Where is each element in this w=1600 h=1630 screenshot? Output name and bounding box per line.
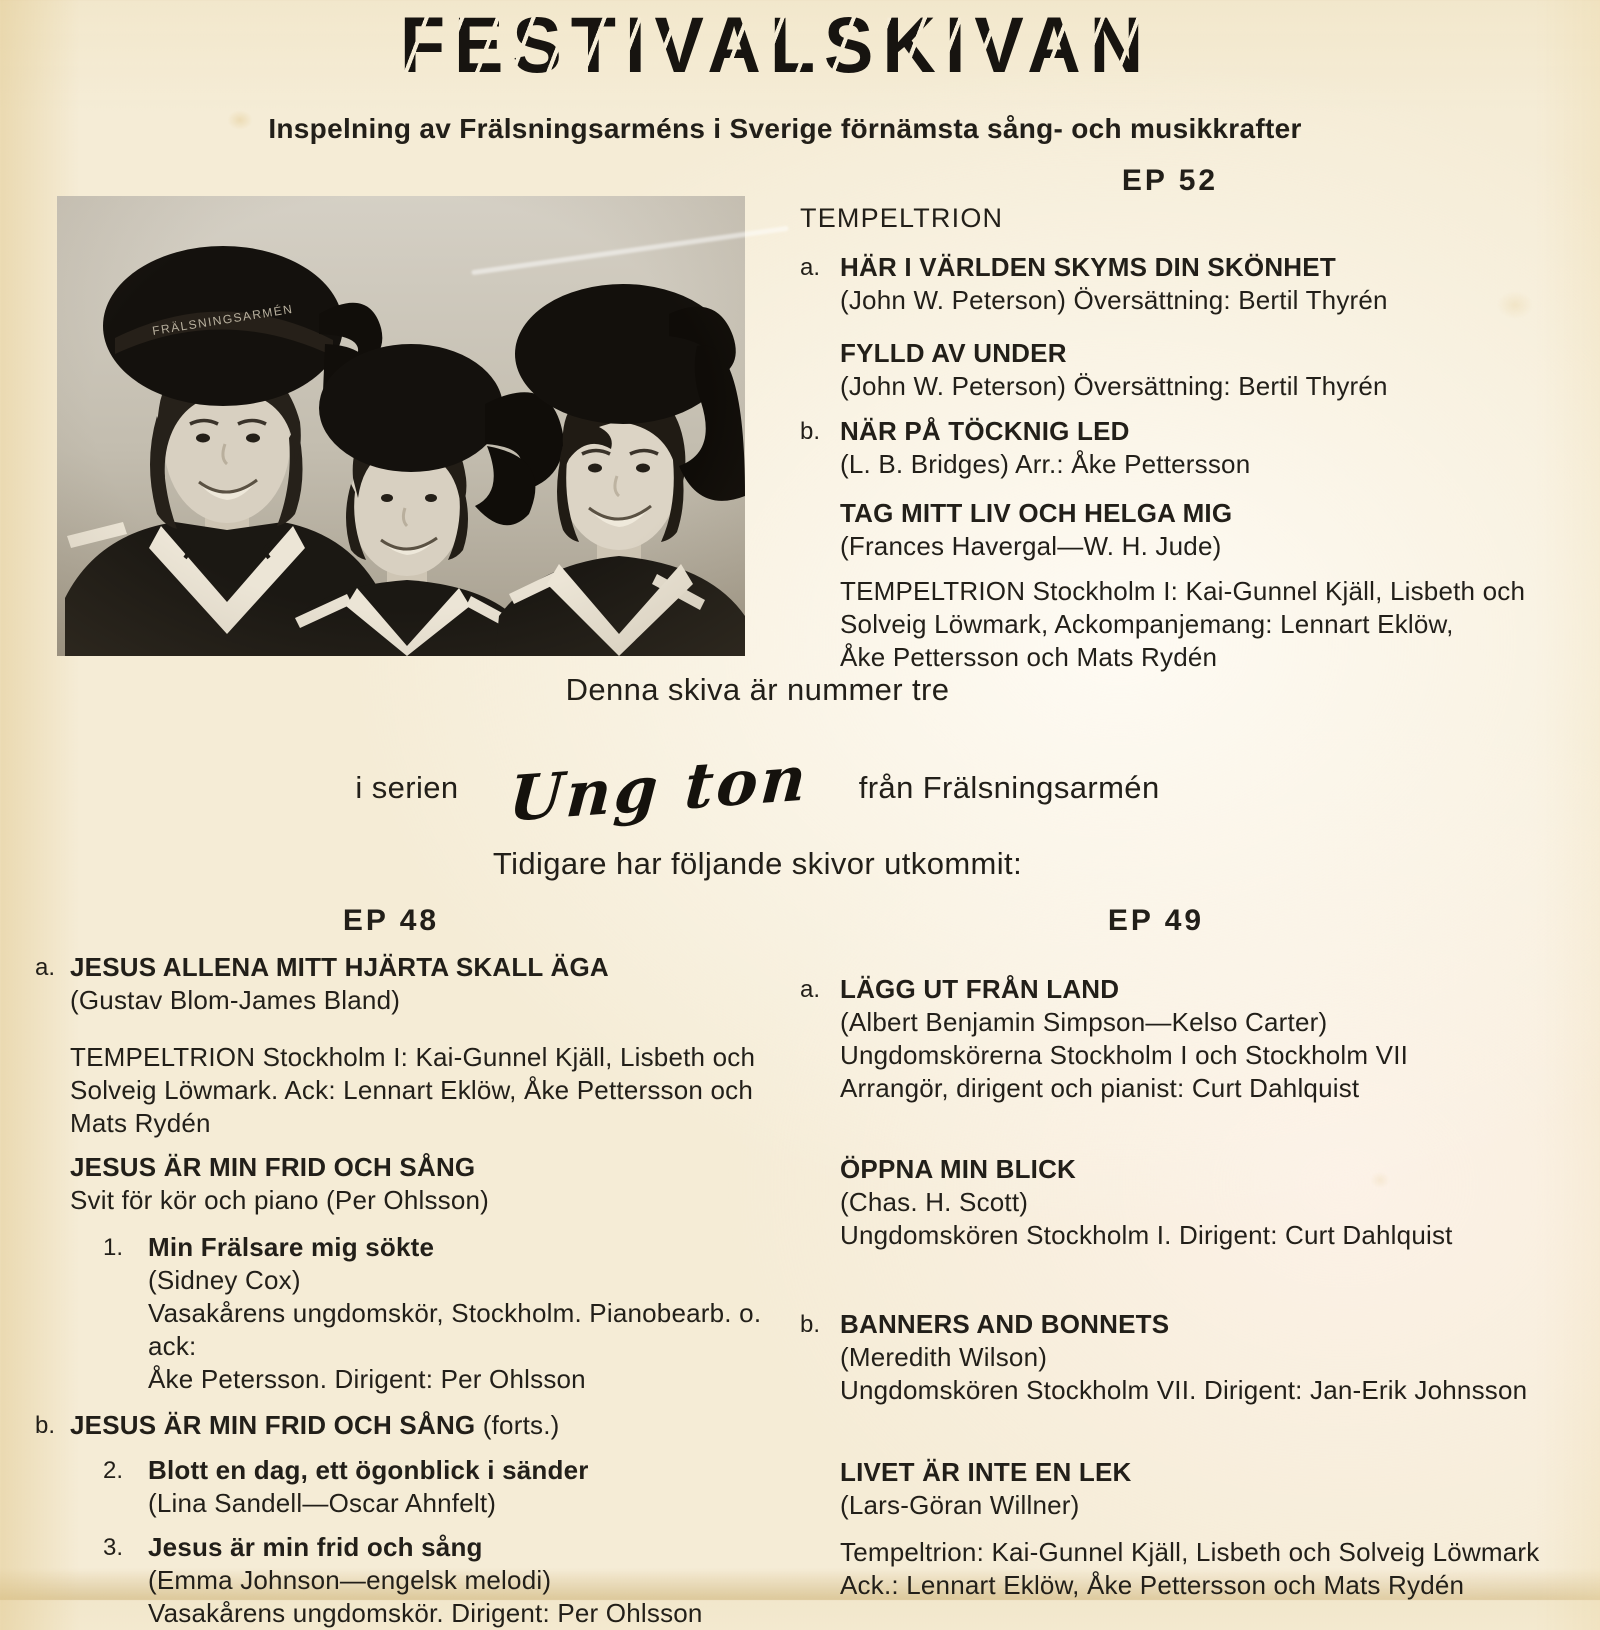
track-title-suffix: (forts.) <box>475 1410 560 1440</box>
track-title: JESUS ÄR MIN FRID OCH SÅNG <box>70 1152 476 1182</box>
album-title: FESTIVALSKIVAN <box>399 1 1153 90</box>
track-item <box>35 951 780 1017</box>
track-title: LIVET ÄR INTE EN LEK <box>840 1457 1132 1487</box>
ep48-section <box>35 903 780 1630</box>
track-credit: (Meredith Wilson) <box>840 1342 1048 1372</box>
ep52-number: EP 52 <box>1121 164 1219 197</box>
ensemble-line: Åke Pettersson och Mats Rydén <box>840 642 1218 672</box>
track-credit: (Gustav Blom-James Bland) <box>70 985 401 1015</box>
track-item <box>800 337 1540 403</box>
track-item <box>103 1231 780 1396</box>
track-item <box>800 1308 1545 1407</box>
ep49-number: EP 49 <box>1107 904 1205 937</box>
page-title <box>0 0 1576 90</box>
ensemble-line: Solveig Löwmark. Ack: Lennart Eklöw, Åke Pettersson och <box>70 1075 754 1105</box>
track-credit: Ungdomskören Stockholm I. Dirigent: Curt Dahlquist <box>840 1220 1453 1250</box>
track-side-label <box>800 337 840 403</box>
track-credit: Svit för kör och piano (Per Ohlsson) <box>70 1185 490 1215</box>
track-credit: (Albert Benjamin Simpson—Kelso Carter) <box>840 1007 1328 1037</box>
track-credit: Vasakårens ungdomskör, Stockholm. Pianobearb. o. ack: <box>148 1298 762 1361</box>
track-credit: (Sidney Cox) <box>148 1265 301 1295</box>
ensemble-line: Tempeltrion: Kai-Gunnel Kjäll, Lisbeth och Solveig Löwmark <box>840 1537 1540 1567</box>
ep48-number: EP 48 <box>342 904 440 937</box>
track-credit: Ungdomskören Stockholm VII. Dirigent: Jan-Erik Johnsson <box>840 1375 1528 1405</box>
track-title: FYLLD AV UNDER <box>840 338 1067 368</box>
track-side-label: a. <box>35 954 56 981</box>
track-item <box>800 497 1540 563</box>
series-pre-text: i serien <box>355 770 459 805</box>
track-side-label: b. <box>800 418 821 445</box>
track-item <box>800 1456 1545 1522</box>
track-credit: (Frances Havergal—W. H. Jude) <box>840 531 1222 561</box>
series-note-line2 <box>0 742 1515 834</box>
track-item <box>103 1531 780 1630</box>
track-item <box>35 1151 780 1217</box>
track-credit: Åke Petersson. Dirigent: Per Ohlsson <box>148 1364 586 1394</box>
track-item <box>800 973 1545 1105</box>
ep52-artist: TEMPELTRION <box>800 203 1004 233</box>
series-note-line1: Denna skiva är nummer tre <box>565 672 950 707</box>
track-side-label: b. <box>35 1412 56 1439</box>
album-subtitle: Inspelning av Frälsningsarméns i Sverige förnämsta sång- och musikkrafter <box>268 113 1302 144</box>
ensemble-line: TEMPELTRION Stockholm I: Kai-Gunnel Kjäll, Lisbeth och <box>840 576 1526 606</box>
ensemble-line: TEMPELTRION Stockholm I: Kai-Gunnel Kjäll, Lisbeth och <box>70 1042 756 1072</box>
track-credit: (John W. Peterson) Översättning: Bertil Thyrén <box>840 285 1388 315</box>
track-number-label: 3. <box>103 1534 124 1561</box>
track-credit: (Lars-Göran Willner) <box>840 1490 1080 1520</box>
track-credit: Arrangör, dirigent och pianist: Curt Dahlquist <box>840 1073 1360 1103</box>
track-credit: (John W. Peterson) Översättning: Bertil Thyrén <box>840 371 1388 401</box>
ensemble-note <box>800 575 1540 674</box>
track-number-label: 1. <box>103 1234 124 1261</box>
ep49-section <box>800 903 1545 1602</box>
track-title: NÄR PÅ TÖCKNIG LED <box>840 416 1130 446</box>
track-item <box>800 415 1540 481</box>
track-credit: Ungdomskörerna Stockholm I och Stockholm VII <box>840 1040 1409 1070</box>
group-photo-illustration <box>57 196 745 656</box>
track-title: ÖPPNA MIN BLICK <box>840 1154 1077 1184</box>
track-item <box>800 251 1540 317</box>
track-title: Jesus är min frid och sång <box>148 1532 483 1562</box>
track-title: TAG MITT LIV OCH HELGA MIG <box>840 498 1233 528</box>
track-credit: Vasakårens ungdomskör. Dirigent: Per Ohlsson <box>148 1598 703 1628</box>
ensemble-line: Mats Rydén <box>70 1108 211 1138</box>
track-title: Blott en dag, ett ögonblick i sänder <box>148 1455 589 1485</box>
series-post-text: från Frälsningsarmén <box>858 770 1160 805</box>
track-side-label: a. <box>800 976 821 1003</box>
ensemble-line: Solveig Löwmark, Ackompanjemang: Lennart Eklöw, <box>840 609 1454 639</box>
ung-ton-logo: Ung ton <box>506 740 811 836</box>
track-title: HÄR I VÄRLDEN SKYMS DIN SKÖNHET <box>840 252 1336 282</box>
track-title: JESUS ÄR MIN FRID OCH SÅNG <box>70 1410 476 1440</box>
track-credit: (Lina Sandell—Oscar Ahnfelt) <box>148 1488 497 1518</box>
track-number-label: 2. <box>103 1457 124 1484</box>
track-credit: (Chas. H. Scott) <box>840 1187 1029 1217</box>
track-side-label: a. <box>800 254 821 281</box>
track-title: Min Frälsare mig sökte <box>148 1232 435 1262</box>
group-photo <box>57 196 745 656</box>
track-item <box>103 1454 780 1520</box>
ensemble-note <box>800 1536 1545 1602</box>
track-side-label: b. <box>800 1311 821 1338</box>
previous-records-heading: Tidigare har följande skivor utkommit: <box>492 846 1023 881</box>
ensemble-note <box>35 1041 780 1140</box>
track-credit: (L. B. Bridges) Arr.: Åke Pettersson <box>840 449 1251 479</box>
track-item <box>35 1409 780 1442</box>
track-title: BANNERS AND BONNETS <box>840 1309 1170 1339</box>
track-title: JESUS ALLENA MITT HJÄRTA SKALL ÄGA <box>70 952 609 982</box>
track-side-label <box>800 497 840 563</box>
track-title: LÄGG UT FRÅN LAND <box>840 974 1120 1004</box>
track-credit: (Emma Johnson—engelsk melodi) <box>148 1565 552 1595</box>
track-item <box>800 1153 1545 1252</box>
ensemble-line: Ack.: Lennart Eklöw, Åke Pettersson och Mats Rydén <box>840 1570 1465 1600</box>
ep52-section <box>800 163 1540 674</box>
